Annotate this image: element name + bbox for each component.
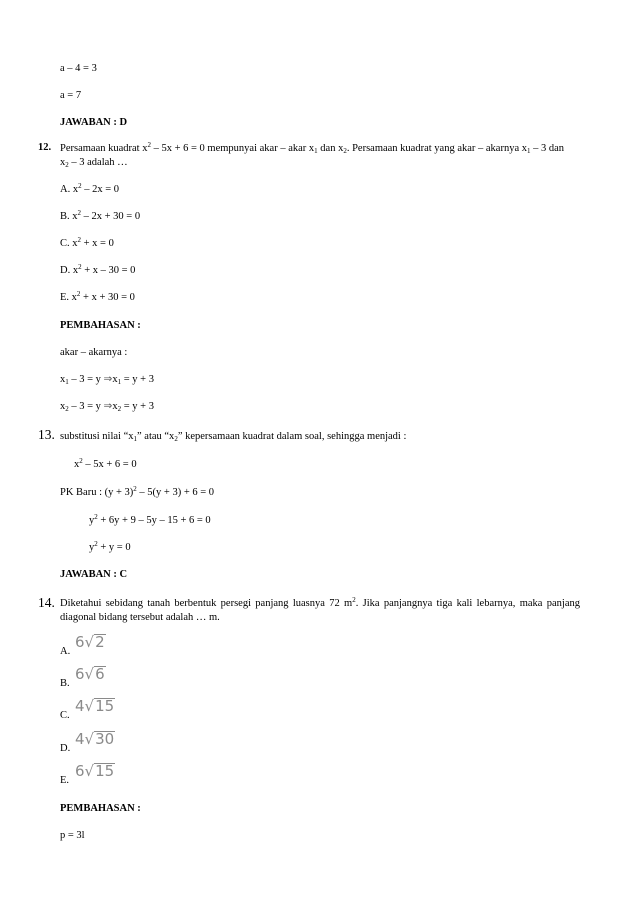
option-e: E. $x^2 + x + 30 = 0$ xyxy=(60,290,135,303)
question-number: 13. xyxy=(38,427,55,442)
option-a-label: A. xyxy=(60,646,71,657)
option-d: D. $x^2 + x - 30 = 0$ xyxy=(60,263,136,276)
discussion-title: PEMBAHASAN : xyxy=(60,803,141,814)
option-c-label: C. xyxy=(60,710,70,721)
math-expression: 4√30 xyxy=(75,730,115,748)
roots-label: akar – akarnya : xyxy=(60,347,128,358)
equation-line: $y^2 + y = 0$ xyxy=(89,540,131,553)
root-line: $x_1 - 3 = y$ $\Rightarrow x_1 = y + 3$ xyxy=(60,373,154,386)
question-text: substitusi nilai “$x_1$” atau “$x_2$” kepersamaan kuadrat dalam soal, sehingga menjadi : xyxy=(60,431,407,443)
math-expression: 4√15 xyxy=(75,697,115,715)
answer-label: JAWABAN : C xyxy=(60,569,128,580)
question-text: Persamaan kuadrat $x^2 - 5x + 6 = 0$ mempunyai akar – akar $x_1$ dan $x_2$. Persamaan kuadrat yang akar – akarnya $x_1 - 3$ dan xyxy=(60,141,565,155)
equation-line: $x^2 - 5x + 6 = 0$ xyxy=(74,457,137,470)
discussion-title: PEMBAHASAN : xyxy=(60,320,141,331)
option-c: C. $x^2 + x = 0$ xyxy=(60,236,114,249)
math-expression: 6√15 xyxy=(75,762,115,780)
question-text: $x_2 - 3$ adalah … xyxy=(60,157,128,169)
equation-line: PK Baru : $(y + 3)^2 - 5(y + 3) + 6 = 0$ xyxy=(60,485,215,498)
equation-line: a = 7 xyxy=(60,90,82,101)
answer-label: JAWABAN : D xyxy=(60,117,128,128)
option-b-label: B. xyxy=(60,678,70,689)
option-e-label: E. xyxy=(60,775,70,786)
arrow-icon: ⇒ xyxy=(103,373,113,385)
question-number: 12. xyxy=(38,142,52,153)
option-b: B. $x^2 - 2x + 30 = 0$ xyxy=(60,209,141,222)
root-line: $x_2 - 3 = y$ $\Rightarrow x_2 = y + 3$ xyxy=(60,400,154,413)
option-d-label: D. xyxy=(60,743,71,754)
math-expression: 6√2 xyxy=(75,633,105,651)
equation-line: a – 4 = 3 xyxy=(60,63,97,74)
equation-line: $y^2 + 6y + 9 - 5y - 15 + 6 = 0$ xyxy=(89,513,211,526)
question-number: 14. xyxy=(38,595,55,610)
equation-line: p = 3l xyxy=(60,830,85,841)
math-expression: 6√6 xyxy=(75,665,105,683)
question-text: Diketahui sebidang tanah berbentuk persegi panjang luasnya 72 $m^2$. Jika panjangnya tiga kali lebarnya, maka panjang diagonal bidang tersebut adalah … m. xyxy=(60,596,580,623)
arrow-icon: ⇒ xyxy=(103,400,113,412)
option-a: A. $x^2 - 2x = 0$ xyxy=(60,182,120,195)
